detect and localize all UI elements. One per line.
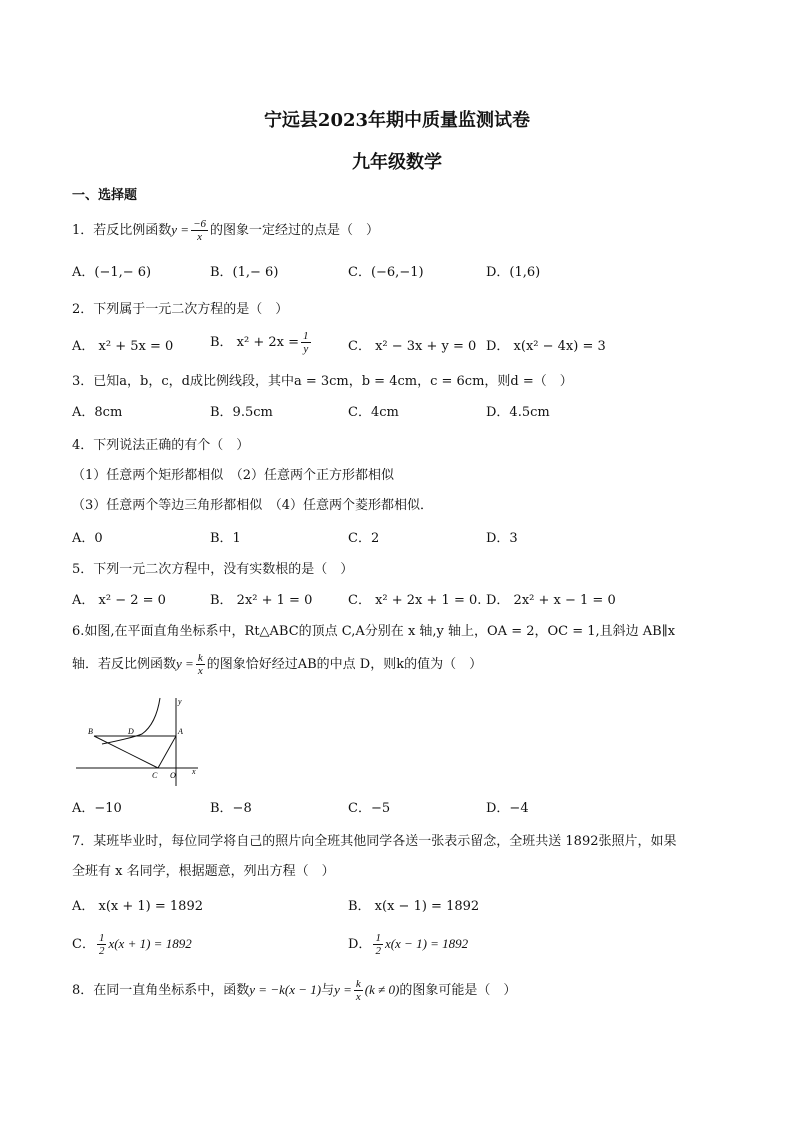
q1-option-d[interactable]: D．(1,6)	[486, 265, 541, 280]
q6-option-a[interactable]: A．−10	[72, 801, 122, 816]
question-7-stem-line1: 7．某班毕业时，每位同学将自己的照片向全班其他同学各送一张表示留念，全班共送 1892张照片，如果	[72, 834, 677, 849]
label-c: C	[152, 771, 158, 780]
question-5-stem: 5．下列一元二次方程中，没有实数根的是（ ）	[72, 562, 354, 577]
label-o: O	[170, 771, 176, 780]
segment-ac	[158, 736, 176, 768]
q1-option-c[interactable]: C．(−6,−1)	[348, 265, 424, 280]
q2-option-a[interactable]: A． x² + 5x = 0	[72, 339, 174, 354]
q5-option-d[interactable]: D． 2x² + x − 1 = 0	[486, 593, 616, 608]
q7-option-d[interactable]: D． $\frac{1}{2}$ x(x − 1) = 1892	[348, 932, 469, 957]
q1-option-b[interactable]: B．(1,− 6)	[210, 265, 279, 280]
q2-option-d[interactable]: D． x(x² − 4x) = 3	[486, 339, 606, 354]
q5-option-c[interactable]: C． x² + 2x + 1 = 0.	[348, 593, 482, 608]
hyperbola-curve	[102, 698, 160, 744]
q4-option-c[interactable]: C．2	[348, 531, 380, 546]
q3-option-b[interactable]: B．9.5cm	[210, 405, 273, 420]
label-d: D	[128, 727, 134, 736]
fraction: $\frac{k}{x}$	[355, 978, 361, 1003]
q5-option-b[interactable]: B． 2x² + 1 = 0	[210, 593, 313, 608]
q1-option-a[interactable]: A．(−1,− 6)	[72, 265, 152, 280]
question-2-stem: 2．下列属于一元二次方程的是（ ）	[72, 302, 289, 317]
q3-option-d[interactable]: D．4.5cm	[486, 405, 550, 420]
coordinate-figure	[72, 694, 212, 788]
question-4-statements-1: （1）任意两个矩形都相似 （2）任意两个正方形都相似	[72, 468, 395, 483]
fraction: $\frac{1}{2}$	[98, 932, 105, 957]
question-8-stem: 8．在同一直角坐标系中，函数y = −k(x − 1)与y = $\frac{k}{x}$ (k ≠ 0)的图象可能是（ ）	[72, 978, 517, 1003]
segment-bc	[94, 736, 158, 768]
question-4-stem: 4．下列说法正确的有个（ ）	[72, 438, 250, 453]
q6-option-c[interactable]: C．−5	[348, 801, 391, 816]
q4-option-a[interactable]: A．0	[72, 531, 103, 546]
q6-option-d[interactable]: D．−4	[486, 801, 529, 816]
fraction: $\frac{1}{2}$	[375, 932, 381, 957]
question-4-statements-2: （3）任意两个等边三角形都相似 （4）任意两个菱形都相似．	[72, 498, 434, 513]
question-7-stem-line2: 全班有 x 名同学，根据题意，列出方程（ ）	[72, 864, 335, 879]
q2-option-b[interactable]: B． x² + 2x = $\frac{1}{y}$	[210, 330, 309, 355]
q7-option-b[interactable]: B． x(x − 1) = 1892	[348, 899, 480, 914]
exam-title: 宁远县2023年期中质量监测试卷	[263, 110, 531, 131]
question-3-stem: 3．已知a，b，c，d成比例线段，其中a = 3cm，b = 4cm，c = 6cm，则d =（ ）	[72, 374, 573, 389]
q5-option-a[interactable]: A． x² − 2 = 0	[72, 593, 166, 608]
fraction: $\frac{k}{x}$	[197, 652, 203, 677]
question-6-stem-line2: 轴．若反比例函数y = $\frac{k}{x}$ 的图象恰好经过AB的中点 D，则k的值为（ ）	[72, 652, 483, 677]
q3-option-c[interactable]: C．4cm	[348, 405, 399, 420]
label-b: B	[88, 727, 93, 736]
fraction: $\frac{1}{y}$	[303, 330, 309, 355]
label-x: x	[192, 767, 196, 776]
exam-subtitle: 九年级数学	[352, 152, 442, 173]
question-1-stem: 1．若反比例函数y = $\frac{-6}{x}$ 的图象一定经过的点是（ ）	[72, 218, 380, 243]
q7-option-c[interactable]: C． $\frac{1}{2}$ x(x + 1) = 1892	[72, 932, 192, 957]
question-6-stem-line1: 6.如图,在平面直角坐标系中，Rt△ABC的顶点 C,A分别在 x 轴,y 轴上，OA = 2，OC = 1,且斜边 AB∥x	[72, 624, 676, 639]
q3-option-a[interactable]: A．8cm	[72, 405, 123, 420]
q4-option-b[interactable]: B．1	[210, 531, 241, 546]
q2-option-c[interactable]: C． x² − 3x + y = 0	[348, 339, 477, 354]
section-heading: 一、选择题	[72, 188, 138, 203]
label-y: y	[178, 697, 182, 706]
q6-option-b[interactable]: B．−8	[210, 801, 252, 816]
label-a: A	[178, 727, 183, 736]
q7-option-a[interactable]: A． x(x + 1) = 1892	[72, 899, 203, 914]
q4-option-d[interactable]: D．3	[486, 531, 518, 546]
fraction: $\frac{-6}{x}$	[193, 218, 207, 243]
